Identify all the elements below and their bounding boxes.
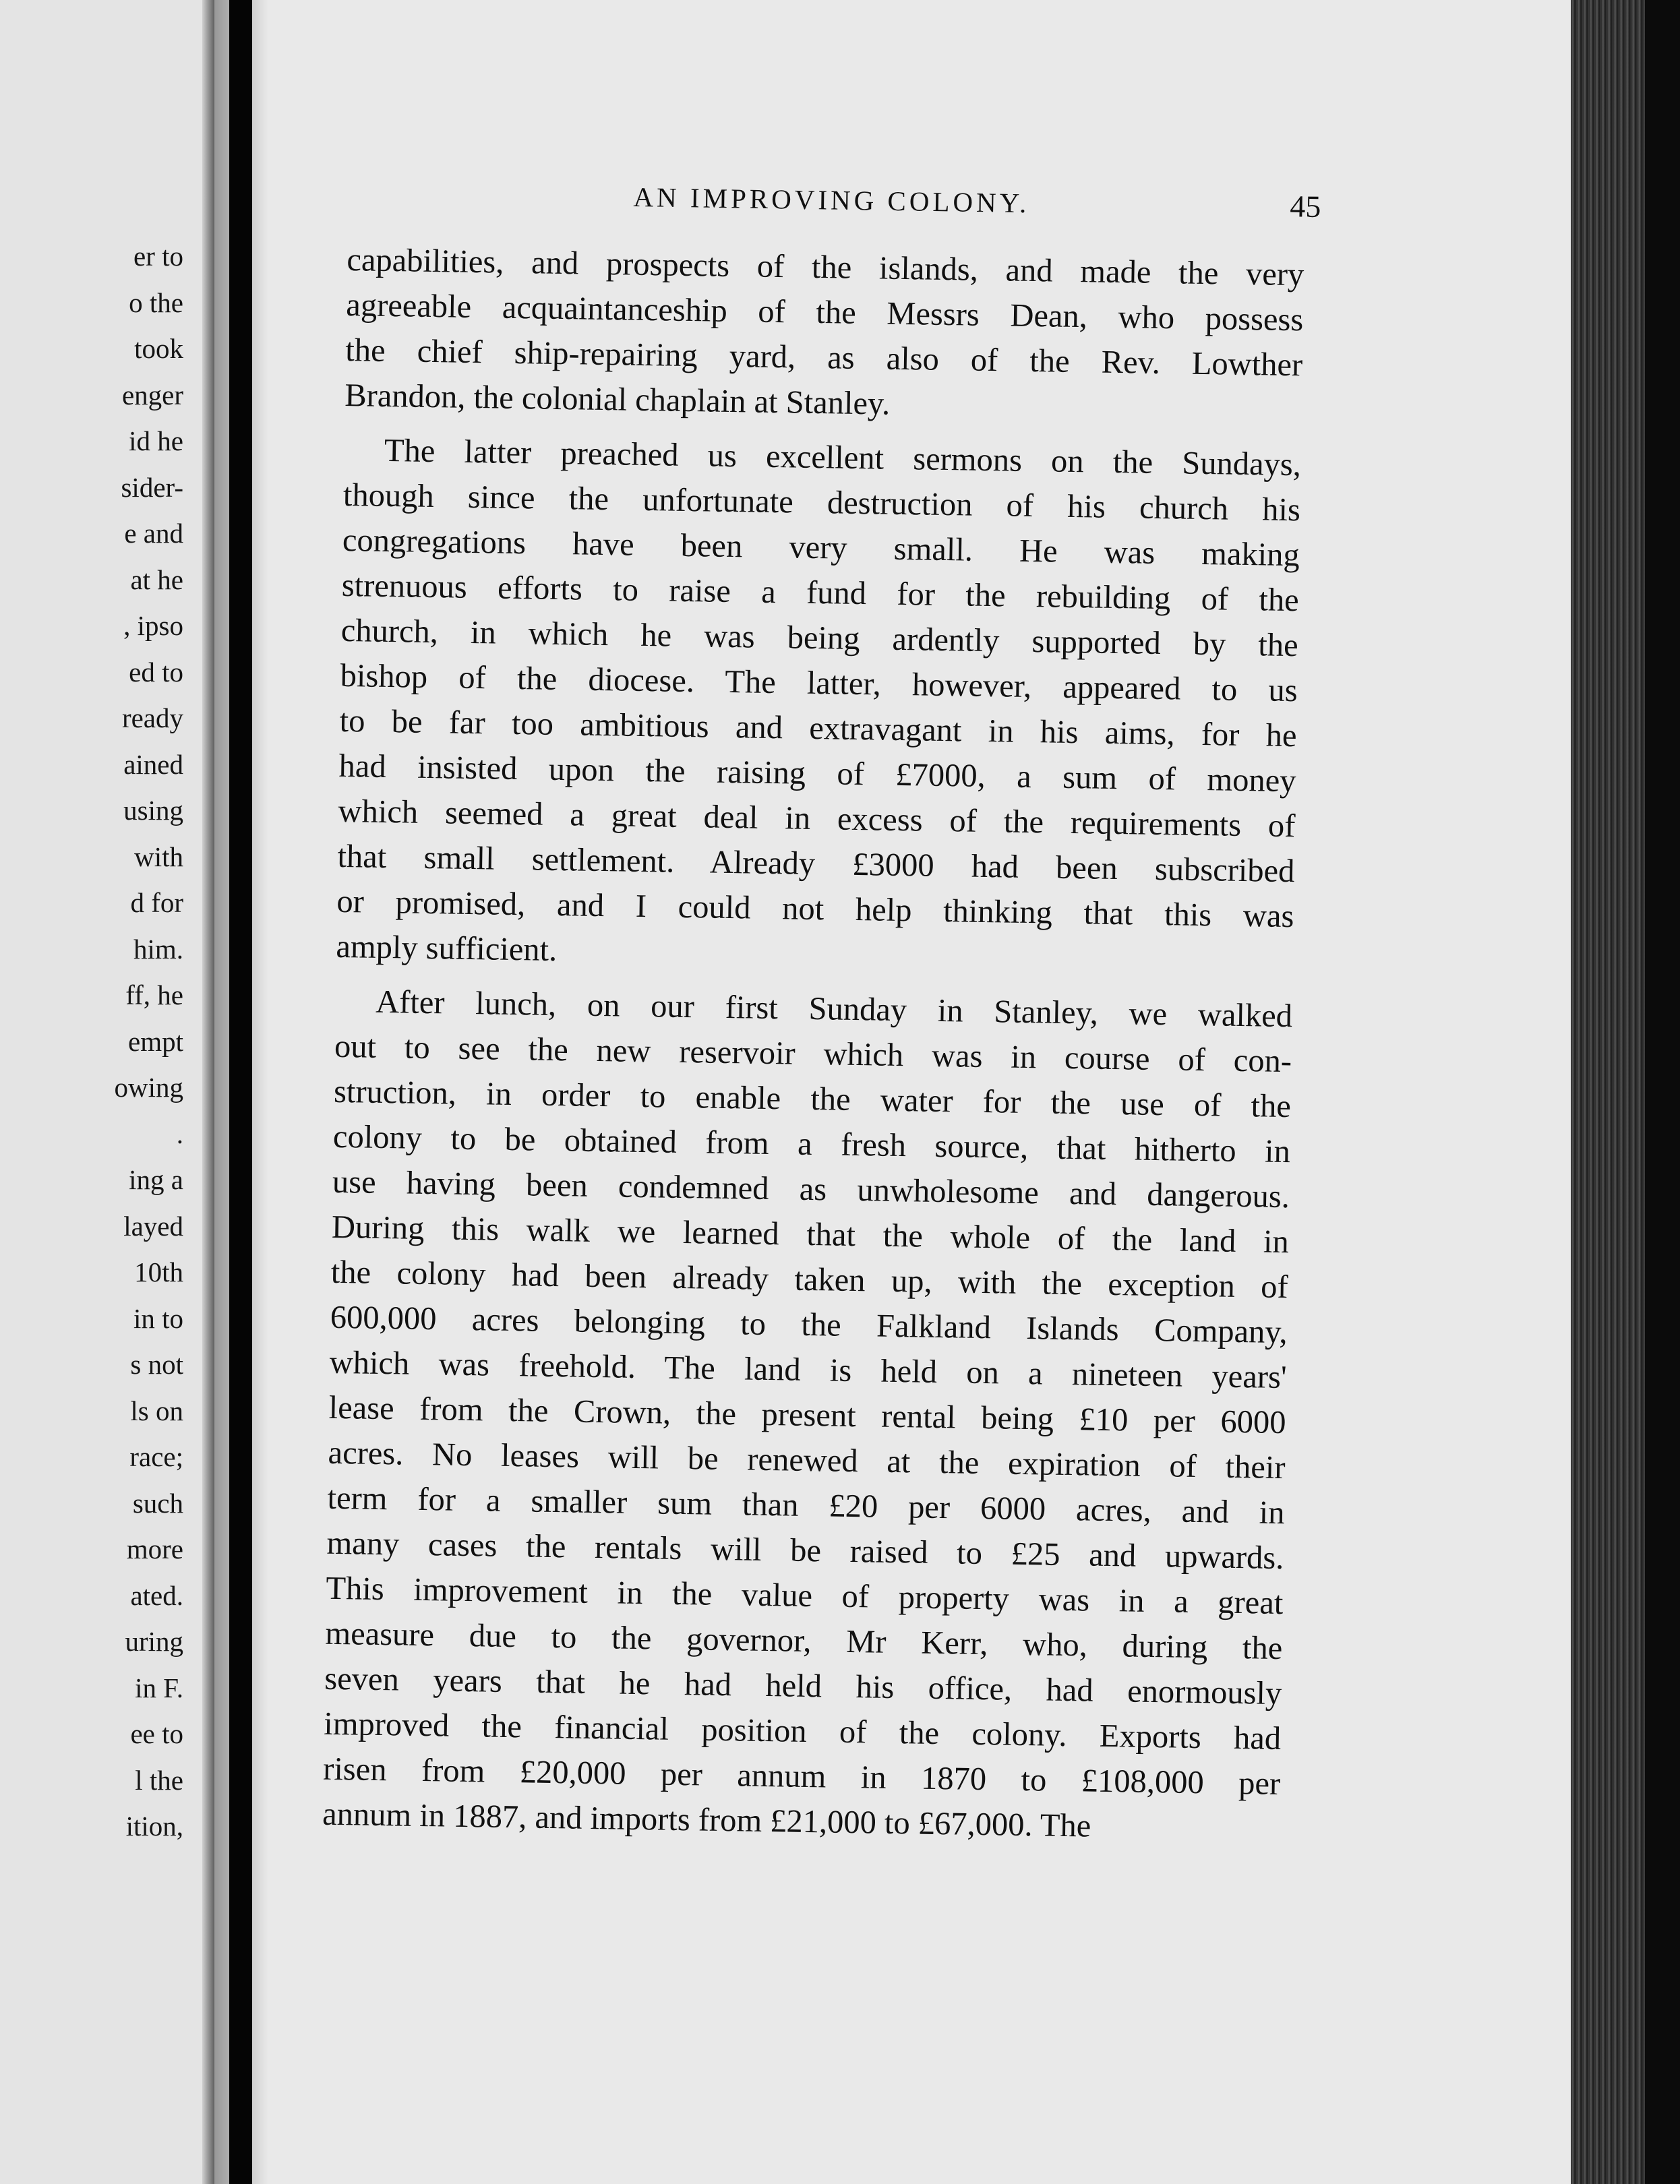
text-line: term for a smaller sum than £20 per 6000 acres, and in xyxy=(327,1480,1285,1531)
text-line: struction, in order to enable the water for the use of the xyxy=(333,1073,1292,1125)
text-line: lease from the Crown, the present rental being £10 per 6000 xyxy=(328,1389,1286,1441)
left-page-line: uring xyxy=(125,1626,183,1657)
left-page-text xyxy=(115,233,184,1850)
text-line: During this walk we learned that the whole of the land in xyxy=(331,1209,1290,1261)
left-page-line: ed to xyxy=(129,656,183,688)
text-line: Brandon, the colonial chaplain at Stanley. xyxy=(344,377,891,422)
text-line: agreeable acquaintanceship of the Messrs Dean, who possess xyxy=(346,286,1304,338)
body-text xyxy=(322,237,1304,1852)
left-page-line: d for xyxy=(130,887,183,918)
text-line: amply sufficient. xyxy=(336,928,558,969)
text-line: the chief ship-repairing yard, as also of the Rev. Lowther xyxy=(344,332,1303,384)
text-line: to be far too ambitious and extravagant in his aims, for he xyxy=(339,702,1297,754)
left-page-line: ing a xyxy=(129,1164,183,1195)
left-page-line: 10th xyxy=(134,1256,183,1287)
text-line: use having been condemned as unwholesome and dangerous. xyxy=(332,1163,1290,1215)
left-page-line: . xyxy=(176,1118,183,1149)
left-facing-page xyxy=(0,0,202,2184)
text-line: many cases the rentals will be raised to £25 and upwards. xyxy=(326,1525,1284,1577)
text-line: strenuous efforts to raise a fund for the rebuilding of the xyxy=(341,567,1300,619)
left-page-line: layed xyxy=(123,1210,183,1242)
left-page-line: empt xyxy=(128,1025,183,1057)
text-line: congregations have been very small. He was making xyxy=(342,522,1300,574)
text-line: measure due to the governor, Mr Kerr, who, during the xyxy=(325,1615,1283,1667)
left-page-line: ained xyxy=(123,748,183,780)
left-page-line: ee to xyxy=(130,1718,183,1749)
text-line: This improvement in the value of property was in a great xyxy=(326,1570,1284,1622)
text-line: colony to be obtained from a fresh source, that hitherto in xyxy=(332,1118,1291,1170)
left-page-line: race; xyxy=(129,1441,183,1472)
left-page-line: er to xyxy=(133,241,183,272)
left-page-line: ls on xyxy=(130,1395,183,1426)
text-line: acres. No leases will be renewed at the expiration of their xyxy=(328,1434,1286,1486)
left-page-line: ated. xyxy=(130,1579,183,1611)
text-line: church, in which he was being ardently supported by the xyxy=(340,612,1299,664)
text-line: The latter preached us excellent sermons on the Sundays, xyxy=(384,432,1302,483)
left-page-line: enger xyxy=(121,379,183,411)
left-page-line: at he xyxy=(130,564,183,595)
left-page-line: in to xyxy=(133,1302,183,1334)
text-line: had insisted upon the raising of £7000, a sum of money xyxy=(338,748,1296,799)
paragraph xyxy=(322,979,1293,1852)
page-shade xyxy=(214,0,268,2184)
left-page-line: ready xyxy=(121,702,183,733)
left-page-line: took xyxy=(134,333,183,364)
page-number: 45 xyxy=(1290,189,1321,224)
text-line: which was freehold. The land is held on a nineteen years' xyxy=(329,1344,1288,1396)
left-page-line: with xyxy=(134,841,183,872)
left-page-line: e and xyxy=(124,518,183,549)
text-line: risen from £20,000 per annum in 1870 to £108,000 per xyxy=(322,1751,1281,1802)
text-line: or promised, and I could not help thinking that this was xyxy=(336,883,1294,935)
running-title: AN IMPROVING COLONY. xyxy=(633,181,1030,219)
text-line: seven years that he had held his office, had enormously xyxy=(324,1660,1282,1712)
text-line: improved the financial position of the colony. Exports had xyxy=(323,1705,1282,1757)
left-page-line: him. xyxy=(133,933,183,965)
left-page-line: s not xyxy=(130,1349,183,1380)
text-line: though since the unfortunate destruction of his church his xyxy=(342,477,1301,528)
text-line: bishop of the diocese. The latter, however, appeared to us xyxy=(340,657,1298,709)
text-line: annum in 1887, and imports from £21,000 to £67,000. The xyxy=(322,1796,1091,1844)
text-line: 600,000 acres belonging to the Falkland Islands Company, xyxy=(330,1299,1288,1351)
left-page-line: such xyxy=(132,1487,183,1519)
paragraph xyxy=(336,427,1301,984)
left-page-line: sider- xyxy=(121,471,183,503)
left-page-line: using xyxy=(123,795,183,826)
left-page-line: owing xyxy=(114,1072,183,1103)
left-page-line: id he xyxy=(129,425,183,456)
left-page-line: o the xyxy=(129,286,183,318)
left-page-line: more xyxy=(126,1534,183,1565)
text-line: After lunch, on our first Sunday in Stanley, we walked xyxy=(375,983,1293,1035)
text-line: capabilities, and prospects of the islands, and made the very xyxy=(347,241,1304,293)
left-page-line: ition, xyxy=(125,1811,183,1842)
left-page-line: ff, he xyxy=(125,979,183,1010)
text-line: out to see the new reservoir which was in course of con- xyxy=(334,1028,1292,1080)
left-page-line: , ipso xyxy=(123,610,183,641)
paragraph xyxy=(344,237,1304,433)
text-line: the colony had been already taken up, with the exception of xyxy=(330,1254,1289,1306)
text-line: which seemed a great deal in excess of the requirements of xyxy=(338,793,1296,845)
text-line: that small settlement. Already £3000 had been subscribed xyxy=(337,838,1295,890)
page-edge-shadow xyxy=(1645,0,1680,2184)
left-page-line: in F. xyxy=(135,1672,183,1703)
left-page-line: l the xyxy=(135,1764,183,1796)
